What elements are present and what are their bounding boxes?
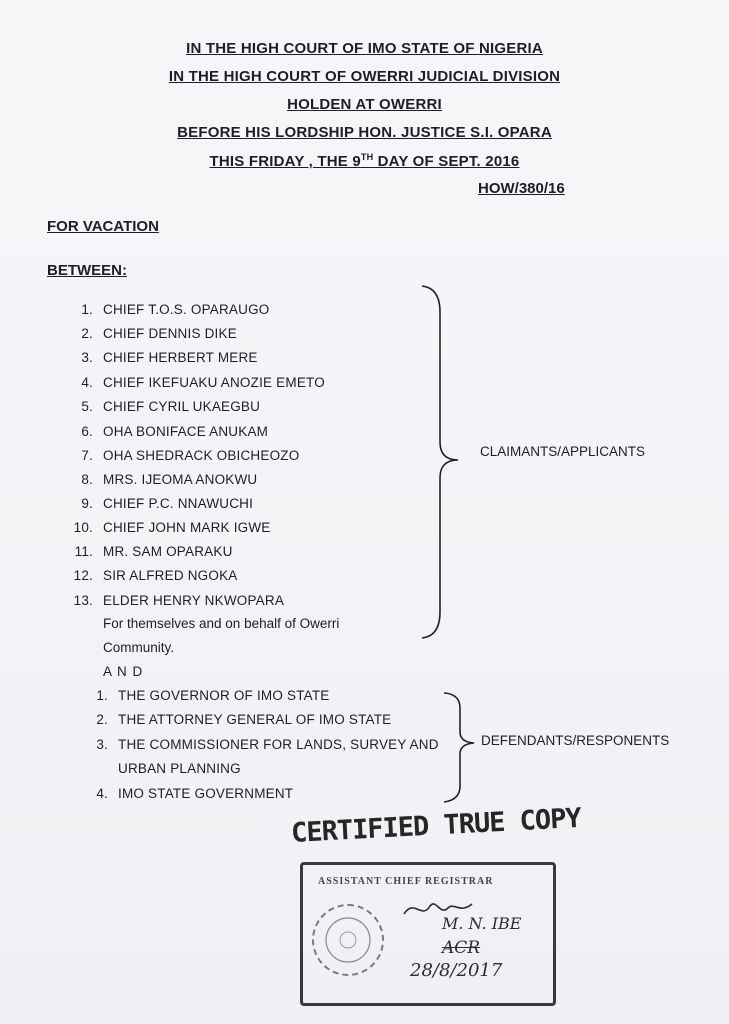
- claimant-item: [65, 375, 325, 390]
- claimant-number: 11.: [74, 544, 93, 559]
- signatory-rank: ACR: [442, 938, 481, 958]
- between-heading: BETWEEN:: [47, 262, 127, 279]
- defendant-name: THE GOVERNOR OF IMO STATE: [118, 688, 330, 703]
- and-separator: A N D: [103, 664, 144, 679]
- claimant-number: 12.: [73, 568, 93, 583]
- claimant-name: CHIEF CYRIL UKAEGBU: [103, 399, 261, 414]
- holden-at: HOLDEN AT OWERRI: [287, 96, 442, 113]
- defendant-item: [80, 761, 241, 776]
- defendant-number: 1.: [96, 688, 108, 703]
- claimant-number: 5.: [81, 399, 93, 414]
- defendant-item: [80, 712, 391, 727]
- certification-date: 28/8/2017: [410, 960, 503, 981]
- defendant-number: 2.: [96, 712, 108, 727]
- claimant-number: 4.: [81, 375, 93, 390]
- claimant-name: CHIEF HERBERT MERE: [103, 350, 258, 365]
- claimant-name: CHIEF P.C. NNAWUCHI: [103, 496, 254, 511]
- behalf-line-1: For themselves and on behalf of Owerri: [103, 616, 340, 631]
- defendant-item: [80, 737, 439, 752]
- claimant-name: CHIEF JOHN MARK IGWE: [103, 520, 271, 535]
- defendant-name: IMO STATE GOVERNMENT: [118, 786, 294, 801]
- defendant-name: THE COMMISSIONER FOR LANDS, SURVEY AND: [118, 737, 439, 752]
- suit-number: HOW/380/16: [478, 180, 565, 197]
- defendant-name: THE ATTORNEY GENERAL OF IMO STATE: [118, 712, 392, 727]
- claimant-item: [65, 593, 284, 608]
- defendant-number: 3.: [96, 737, 108, 752]
- stamp-title: CERTIFIED TRUE COPY: [290, 802, 582, 849]
- claimant-name: SIR ALFRED NGOKA: [103, 568, 238, 583]
- claimant-item: [65, 448, 299, 463]
- claimant-name: OHA BONIFACE ANUKAM: [103, 424, 269, 439]
- claimants-role-label: CLAIMANTS/APPLICANTS: [480, 444, 646, 459]
- claimant-number: 6.: [81, 424, 93, 439]
- defendant-item: [80, 688, 330, 703]
- claimant-name: CHIEF T.O.S. OPARAUGO: [103, 302, 270, 317]
- date-sup: TH: [360, 152, 374, 162]
- claimant-item: [65, 424, 268, 439]
- claimant-item: [65, 544, 233, 559]
- claimant-item: [65, 302, 269, 317]
- defendant-name: URBAN PLANNING: [118, 761, 241, 776]
- date-line: [0, 152, 729, 170]
- claimant-number: 7.: [81, 448, 93, 463]
- claimant-item: [65, 399, 260, 414]
- claimant-item: [65, 568, 237, 583]
- claimant-item: [65, 326, 237, 341]
- defendants-brace: [440, 690, 480, 805]
- court-seal-icon: [312, 904, 384, 976]
- claimant-item: [65, 350, 258, 365]
- claimant-name: CHIEF DENNIS DIKE: [103, 326, 237, 341]
- date-pre: THIS FRIDAY , THE 9: [209, 153, 361, 170]
- claimant-number: 1.: [81, 302, 93, 317]
- claimant-name: ELDER HENRY NKWOPARA: [103, 593, 285, 608]
- date-post: DAY OF SEPT. 2016: [373, 153, 520, 170]
- judge-line: BEFORE HIS LORDSHIP HON. JUSTICE S.I. OPARA: [177, 124, 552, 141]
- claimant-item: [65, 472, 257, 487]
- claimant-item: [65, 496, 253, 511]
- claimant-name: MR. SAM OPARAKU: [103, 544, 233, 559]
- claimant-number: 8.: [81, 472, 93, 487]
- claimants-brace: [418, 282, 466, 642]
- claimant-number: 3.: [81, 350, 93, 365]
- claimant-name: MRS. IJEOMA ANOKWU: [103, 472, 258, 487]
- claimant-item: [65, 520, 271, 535]
- certified-stamp: [290, 802, 582, 1014]
- behalf-line-2: Community.: [103, 640, 175, 655]
- division-title: IN THE HIGH COURT OF OWERRI JUDICIAL DIVISION: [168, 68, 561, 85]
- court-title: IN THE HIGH COURT OF IMO STATE OF NIGERIA: [186, 40, 543, 57]
- claimant-number: 2.: [81, 326, 93, 341]
- claimant-name: OHA SHEDRACK OBICHEOZO: [103, 448, 300, 463]
- stamp-label: ASSISTANT CHIEF REGISTRAR: [318, 876, 494, 887]
- claimant-number: 10.: [73, 520, 93, 535]
- claimant-number: 13.: [73, 593, 93, 608]
- defendants-role-label: DEFENDANTS/RESPONENTS: [481, 733, 670, 748]
- signatory-name: M. N. IBE: [442, 914, 522, 933]
- defendant-item: [80, 786, 293, 801]
- defendant-number: 4.: [96, 786, 108, 801]
- for-vacation: FOR VACATION: [47, 218, 159, 235]
- claimant-number: 9.: [81, 496, 93, 511]
- claimant-name: CHIEF IKEFUAKU ANOZIE EMETO: [103, 375, 325, 390]
